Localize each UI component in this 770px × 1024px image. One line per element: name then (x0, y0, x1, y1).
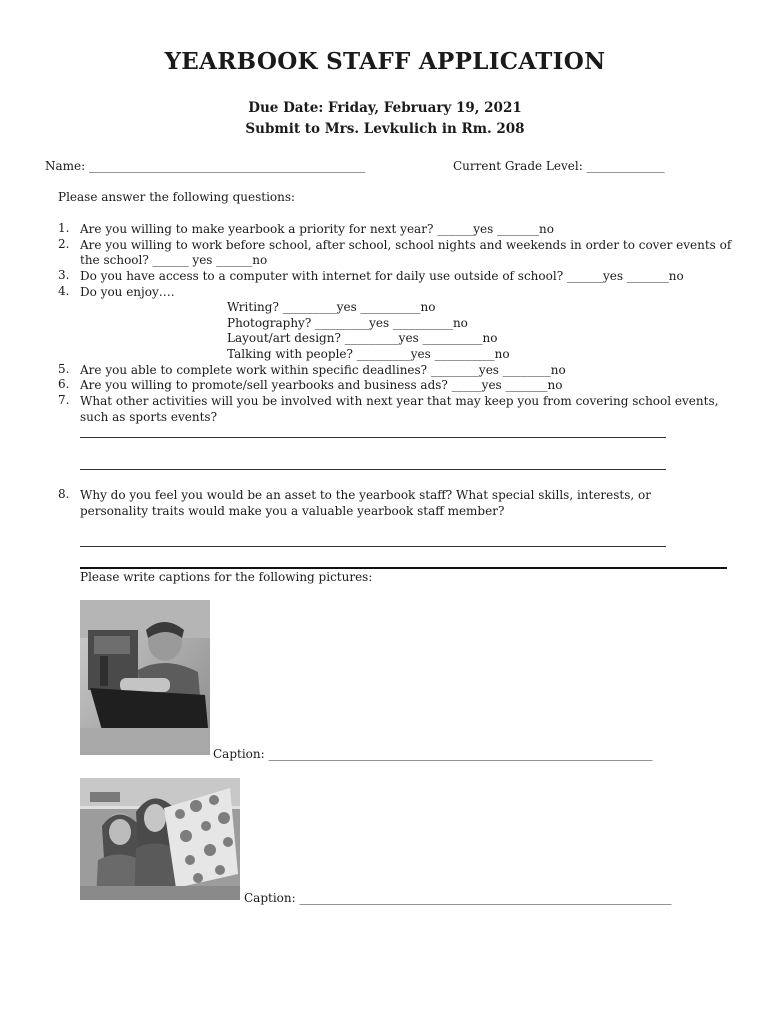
question-8-line2: personality traits would make you a valuable yearbook staff member? (80, 504, 505, 518)
name-field[interactable]: Name: ______________________________________________ (45, 159, 365, 173)
photo-student-sewing (80, 600, 210, 755)
enjoy-talking[interactable]: Talking with people? _________yes __________no (227, 347, 510, 361)
question-number: 3. (58, 268, 70, 282)
instructions: Please answer the following questions: (58, 190, 296, 204)
answer-line[interactable] (80, 546, 666, 547)
grade-level-field[interactable]: Current Grade Level: _____________ (453, 159, 665, 173)
photo-two-students (80, 778, 240, 900)
question-7-line2: such as sports events? (80, 410, 217, 424)
question-2-line2[interactable]: the school? ______ yes ______no (80, 253, 268, 267)
question-1[interactable]: Are you willing to make yearbook a priority for next year? ______yes _______no (80, 222, 554, 236)
question-number: 8. (58, 487, 70, 501)
due-date: Due Date: Friday, February 19, 2021 (248, 100, 522, 116)
answer-line[interactable] (80, 437, 666, 438)
question-4: Do you enjoy…. (80, 285, 175, 299)
enjoy-layout[interactable]: Layout/art design? _________yes __________no (227, 331, 498, 345)
question-8-line1: Why do you feel you would be an asset to the yearbook staff? What special skills, interests, or (80, 488, 652, 502)
question-number: 1. (58, 221, 70, 235)
question-number: 2. (58, 237, 70, 251)
question-6[interactable]: Are you willing to promote/sell yearbooks and business ads? _____yes _______no (80, 378, 563, 392)
question-5[interactable]: Are you able to complete work within specific deadlines? ________yes ________no (80, 363, 566, 377)
caption-2-field[interactable]: Caption: ______________________________________________________________ (244, 891, 672, 905)
question-3[interactable]: Do you have access to a computer with internet for daily use outside of school? ______yes _______no (80, 269, 684, 283)
enjoy-photography[interactable]: Photography? _________yes __________no (227, 316, 468, 330)
page-title: YEARBOOK STAFF APPLICATION (164, 48, 606, 75)
caption-1-field[interactable]: Caption: ________________________________________________________________ (213, 747, 653, 761)
question-number: 4. (58, 284, 70, 298)
question-2-line1: Are you willing to work before school, after school, school nights and weekends in order to cover events of (80, 238, 732, 252)
submit-to: Submit to Mrs. Levkulich in Rm. 208 (245, 121, 525, 137)
enjoy-writing[interactable]: Writing? _________yes __________no (227, 300, 436, 314)
question-7-line1: What other activities will you be involved with next year that may keep you from covering school events, (80, 394, 719, 408)
question-number: 5. (58, 362, 70, 376)
question-number: 6. (58, 377, 70, 391)
answer-line[interactable] (80, 469, 666, 470)
question-number: 7. (58, 393, 70, 407)
captions-prompt: Please write captions for the following pictures: (80, 570, 373, 584)
